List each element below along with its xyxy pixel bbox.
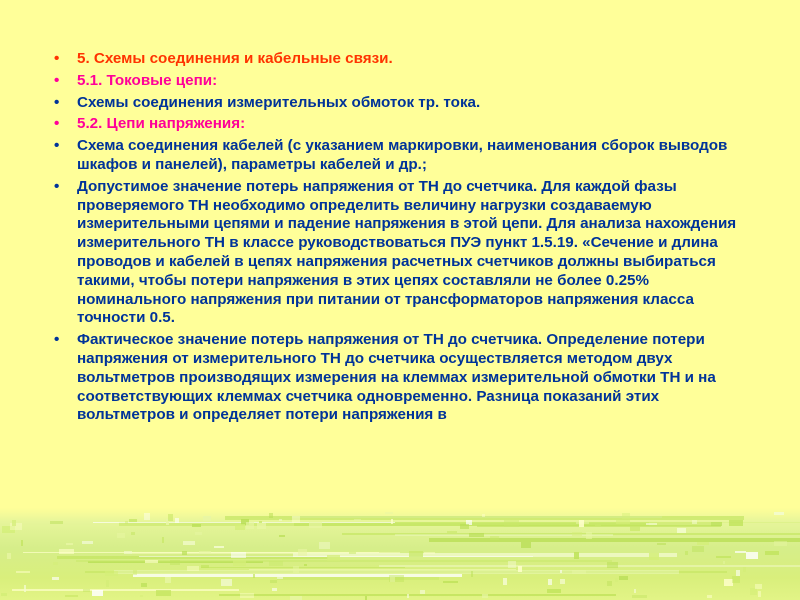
bullet-text: Схема соединения кабелей (с указанием маркировки, наименования сборок выводов шкафов и панелей), параметры кабелей и др.;: [77, 137, 728, 173]
decorative-noise: [92, 590, 103, 596]
decorative-streak: [219, 594, 616, 596]
decorative-noise: [657, 543, 666, 545]
decorative-noise: [125, 521, 128, 524]
decorative-noise: [572, 532, 582, 536]
decorative-noise: [385, 512, 393, 514]
decorative-noise: [736, 570, 740, 576]
decorative-noise: [1, 593, 7, 596]
decorative-noise: [309, 522, 322, 528]
decorative-noise: [755, 584, 762, 589]
decorative-noise: [758, 591, 761, 597]
decorative-noise: [391, 519, 393, 524]
decorative-noise: [634, 589, 636, 593]
decorative-noise: [253, 574, 255, 578]
decorative-noise: [129, 519, 137, 522]
decorative-noise: [707, 595, 712, 598]
bullet-text: Схемы соединения измерительных обмоток тр. тока.: [77, 93, 481, 111]
bullet-dot-icon: •: [54, 177, 60, 195]
decorative-noise: [622, 513, 630, 519]
bullet-item-current-transformer: [52, 94, 757, 113]
decorative-noise: [677, 528, 686, 533]
decorative-noise: [277, 577, 283, 579]
bullet-item-allowed-voltage-loss: [52, 178, 757, 328]
bullet-text: 5.1. Токовые цепи:: [77, 71, 218, 89]
decorative-noise: [447, 531, 457, 533]
decorative-noise: [365, 596, 367, 600]
bullet-dot-icon: •: [54, 331, 60, 349]
decorative-noise: [349, 552, 356, 554]
decorative-noise: [711, 522, 722, 526]
decorative-noise: [199, 551, 211, 554]
bullet-list: [52, 50, 757, 425]
decorative-noise: [59, 549, 74, 554]
decorative-noise: [82, 541, 93, 544]
bullet-dot-icon: •: [54, 93, 60, 111]
decorative-noise: [235, 524, 245, 530]
decorative-noise: [175, 518, 179, 523]
decorative-noise: [518, 566, 522, 572]
decorative-noise: [117, 533, 125, 538]
decorative-noise: [124, 551, 132, 554]
decorative-noise: [471, 571, 473, 577]
decorative-noise: [183, 541, 195, 545]
decorative-noise: [270, 580, 277, 583]
decorative-noise: [131, 532, 135, 535]
decorative-streak: [379, 565, 800, 567]
bullet-item-section-5: [52, 50, 757, 69]
decorative-streak: [12, 589, 239, 591]
decorative-noise: [732, 576, 740, 583]
decorative-noise: [240, 593, 254, 598]
decorative-noise: [233, 560, 246, 566]
decorative-noise: [221, 579, 232, 586]
decorative-noise: [269, 513, 273, 518]
decorative-noise: [482, 514, 485, 517]
decorative-streak: [277, 577, 439, 580]
slide-content: [52, 50, 757, 428]
decorative-noise: [574, 552, 579, 559]
decorative-noise: [443, 581, 458, 583]
decorative-streak: [201, 567, 405, 568]
decorative-noise: [595, 524, 601, 526]
decorative-noise: [293, 566, 299, 573]
decorative-noise: [692, 546, 704, 552]
decorative-noise: [156, 590, 171, 596]
decorative-noise: [692, 520, 697, 524]
decorative-noise: [133, 570, 137, 575]
decorative-noise: [586, 532, 592, 539]
decorative-noise: [168, 514, 173, 521]
decorative-noise: [469, 533, 484, 537]
decorative-noise: [547, 589, 561, 593]
decorative-noise: [66, 543, 73, 545]
decorative-streak: [133, 574, 462, 577]
decorative-noise: [407, 594, 409, 598]
decorative-noise: [723, 561, 725, 564]
decorative-noise: [746, 552, 758, 559]
bullet-item-cable-scheme: [52, 137, 757, 175]
decorative-noise: [508, 561, 516, 568]
decorative-noise: [106, 580, 109, 587]
decorative-noise: [743, 567, 746, 572]
decorative-noise: [16, 571, 30, 573]
decorative-noise: [630, 526, 640, 531]
decorative-noise: [7, 553, 11, 559]
decorative-noise: [203, 516, 211, 521]
decorative-noise: [697, 542, 709, 545]
decorative-noise: [246, 522, 254, 529]
decorative-noise: [50, 521, 63, 524]
decorative-noise: [170, 560, 180, 565]
decorative-noise: [257, 523, 266, 529]
bullet-dot-icon: •: [54, 71, 60, 89]
decorative-noise: [632, 595, 647, 598]
decorative-noise: [420, 590, 425, 594]
decorative-noise: [560, 579, 565, 584]
decorative-noise: [765, 551, 779, 555]
decorative-noise: [716, 556, 731, 558]
decorative-noise: [187, 566, 199, 571]
decorative-noise: [460, 524, 469, 529]
decorative-noise: [774, 541, 787, 546]
decorative-noise: [304, 564, 307, 566]
decorative-noise: [182, 551, 187, 555]
decorative-noise: [165, 577, 171, 583]
bullet-item-section-5-2: [52, 115, 757, 134]
decorative-noise: [521, 542, 531, 548]
decorative-noise: [389, 575, 404, 582]
bullet-dot-icon: •: [54, 50, 60, 67]
decorative-noise: [579, 520, 584, 527]
decorative-noise: [162, 537, 164, 543]
decorative-noise: [319, 542, 330, 549]
decorative-noise: [572, 570, 586, 574]
decorative-noise: [607, 562, 618, 568]
decorative-noise: [646, 523, 657, 525]
decorative-noise: [685, 551, 688, 555]
decorative-noise: [735, 551, 746, 553]
decorative-noise: [615, 578, 618, 582]
bullet-text: 5.2. Цепи напряжения:: [77, 115, 246, 133]
decorative-noise: [52, 577, 59, 580]
decorative-noise: [327, 555, 340, 561]
decorative-noise: [141, 583, 147, 587]
decorative-noise: [105, 571, 118, 576]
decorative-noise: [298, 549, 307, 556]
decorative-noise: [21, 540, 23, 546]
decorative-noise: [231, 552, 246, 558]
bullet-dot-icon: •: [54, 115, 60, 133]
decorative-noise: [83, 589, 90, 592]
bullet-item-actual-voltage-loss: [52, 331, 757, 425]
decorative-noise: [482, 594, 488, 598]
bullet-text: Фактическое значение потерь напряжения от ТН до счетчика. Определение потери напряжения от измерительного ТН до счетчика осуществляется методом двух вольтметров производящих измерения на клеммах измерительной обмотки ТН и на соответствующих клеммах счетчика одновременно. Разница показаний этих вольтметров и определяет потери напряжения в: [77, 331, 716, 424]
decorative-noise: [24, 585, 26, 592]
bullet-text: Допустимое значение потерь напряжения от ТН до счетчика. Для каждой фазы проверяемого ТН необходимо определить величину нагрузки создаваемую измерительными цепями и падение напряжения в этой цепи. Для анализа нахождения измерительного ТН в классе руководствоваться ПУЭ пункт 1.5.19. «Сечение и длина проводов и кабелей в цепях напряжения расчетных счетчиков должны выбираться такими, чтобы потери напряжения в этих цепях составляли не более 0.25% номинального напряжения при питании от трансформаторов напряжения класса точности 0.5.: [77, 177, 737, 327]
decorative-noise: [195, 532, 202, 535]
decorative-noise: [560, 570, 562, 573]
decorative-noise: [145, 560, 158, 563]
decorative-noise: [12, 520, 16, 526]
decorative-noise: [490, 536, 499, 540]
bullet-text: 5. Схемы соединения и кабельные связи.: [77, 50, 393, 67]
decorative-noise: [292, 516, 300, 523]
decorative-noise: [53, 562, 58, 565]
decorative-noise: [144, 513, 150, 520]
decorative-noise: [607, 581, 612, 586]
decorative-noise: [279, 535, 285, 537]
decorative-noise: [616, 520, 630, 524]
decorative-bottom-band: [0, 508, 800, 600]
decorative-noise: [290, 596, 302, 600]
bullet-dot-icon: •: [54, 137, 60, 155]
decorative-noise: [424, 552, 435, 554]
decorative-noise: [269, 561, 283, 566]
decorative-noise: [750, 588, 757, 595]
decorative-streak: [429, 538, 800, 542]
decorative-noise: [140, 595, 143, 597]
decorative-noise: [65, 595, 78, 597]
decorative-noise: [272, 588, 277, 591]
decorative-noise: [354, 519, 361, 521]
decorative-noise: [192, 524, 201, 527]
decorative-noise: [201, 565, 209, 568]
decorative-noise: [619, 576, 628, 580]
bullet-item-section-5-1: [52, 72, 757, 91]
decorative-noise: [279, 519, 282, 521]
decorative-noise: [503, 578, 507, 585]
decorative-noise: [729, 520, 743, 526]
decorative-noise: [504, 520, 519, 527]
decorative-noise: [649, 553, 659, 560]
decorative-noise: [214, 546, 224, 548]
decorative-noise: [548, 579, 552, 585]
decorative-noise: [409, 551, 423, 557]
decorative-noise: [774, 512, 784, 515]
